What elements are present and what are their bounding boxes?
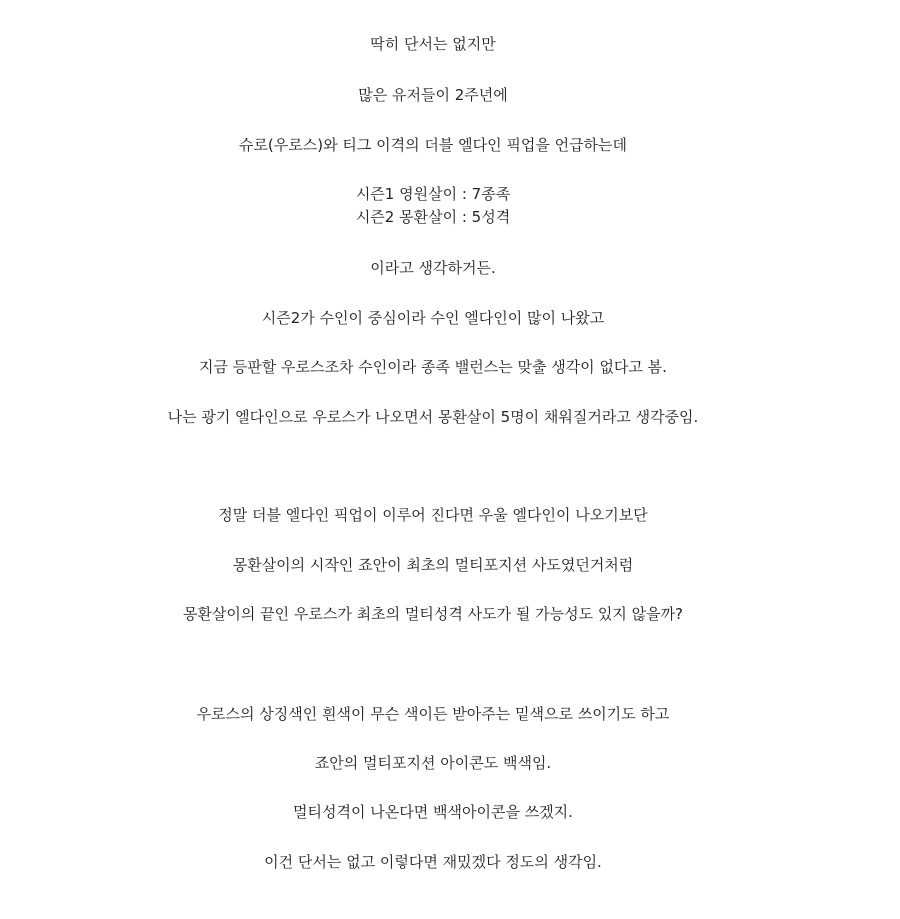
- post-line: 나는 광기 엘다인으로 우로스가 나오면서 몽환살이 5명이 채워질거라고 생각중임.: [167, 408, 699, 426]
- post-line: 몽환살이의 시작인 죠안이 최초의 멀티포지션 사도였던거처럼: [232, 556, 634, 574]
- post-line: 슈로(우로스)와 티그 이격의 더블 엘다인 픽업을 언급하는데: [238, 136, 628, 154]
- post-line: 시즌1 영원살이 : 7종족: [355, 185, 511, 203]
- post-line: 딱히 단서는 없지만: [370, 35, 496, 53]
- post-line: 시즌2 몽환살이 : 5성격: [355, 208, 511, 226]
- post-line: 이라고 생각하거든.: [370, 259, 496, 277]
- post-line: 많은 유저들이 2주년에: [358, 86, 508, 104]
- post-line: 죠안의 멀티포지션 아이콘도 백색임.: [314, 754, 552, 772]
- post-line: 이건 단서는 없고 이렇다면 재밌겠다 정도의 생각임.: [264, 853, 602, 871]
- post-line: 우로스의 상징색인 흰색이 무슨 색이든 받아주는 밑색으로 쓰이기도 하고: [196, 705, 670, 723]
- post-line: 시즌2가 수인이 중심이라 수인 엘다인이 많이 나왔고: [261, 309, 605, 327]
- post-line: 몽환살이의 끝인 우로스가 최초의 멀티성격 사도가 될 가능성도 있지 않을까?: [182, 605, 684, 623]
- post-line: 정말 더블 엘다인 픽업이 이루어 진다면 우울 엘다인이 나오기보단: [218, 506, 648, 524]
- post-line: 지금 등판할 우로스조차 수인이라 종족 밸런스는 맞출 생각이 없다고 봄.: [199, 358, 667, 376]
- post-line: 멀티성격이 나온다면 백색아이콘을 쓰겠지.: [293, 803, 573, 821]
